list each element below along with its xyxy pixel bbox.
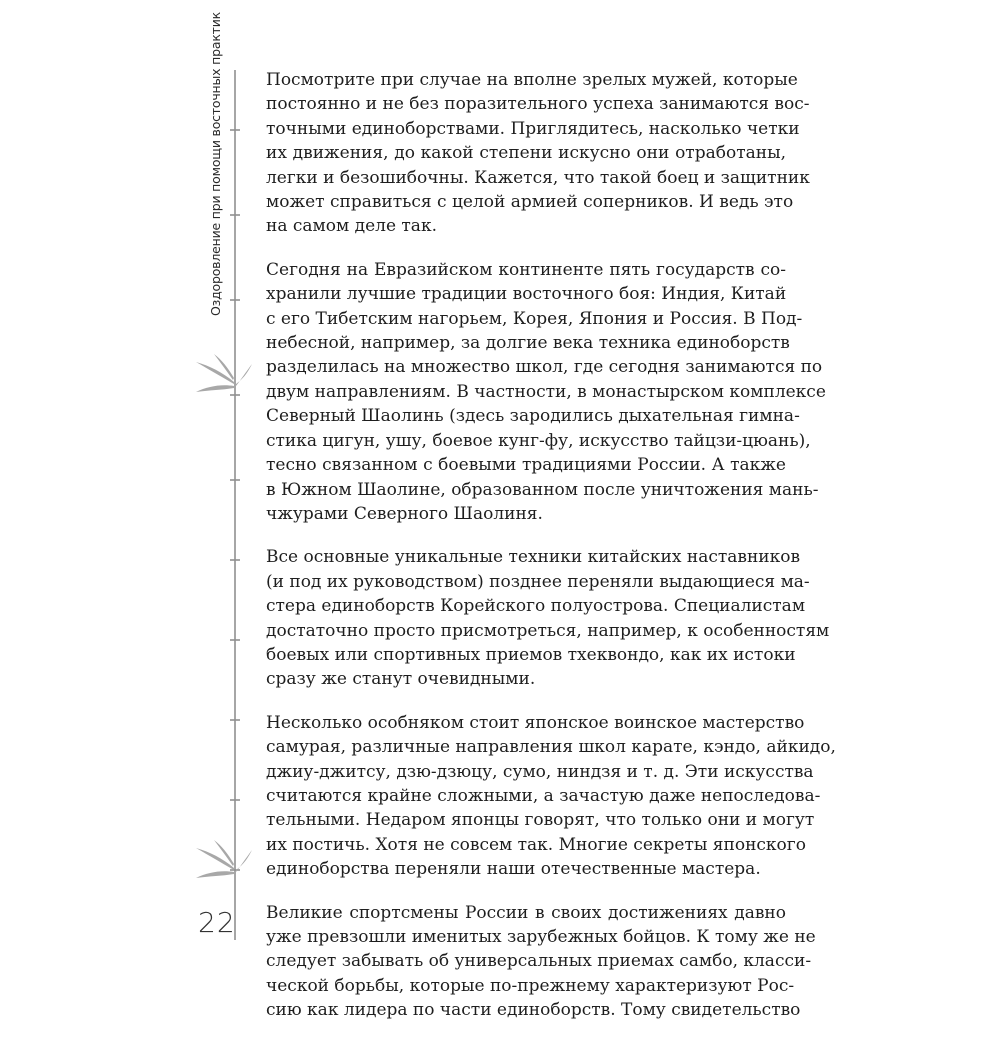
text-line: сразу же станут очевидными.: [266, 669, 536, 690]
text-line: в Южном Шаолине, образованном после уничтожения мань-: [266, 479, 819, 500]
paragraph: [266, 901, 816, 1023]
bamboo-leaves-icon: [196, 840, 252, 878]
text-line: постоянно и не без поразительного успеха занимаются вос-: [266, 94, 810, 115]
text-line: стика цигун, ушу, боевое кунг-фу, искусство тайцзи-цюань),: [266, 430, 811, 451]
paragraph: [266, 68, 810, 239]
text-line: Все основные уникальные техники китайских наставников: [266, 547, 801, 568]
text-line: чжурами Северного Шаолиня.: [266, 503, 543, 524]
paragraph: [266, 258, 826, 526]
text-line: считаются крайне сложными, а зачастую даже непоследова-: [266, 785, 821, 806]
text-line: ческой борьбы, которые по-прежнему характеризуют Рос-: [266, 975, 795, 996]
bamboo-leaves-icon: [196, 354, 252, 392]
text-line: Великие спортсмены России в своих достижениях давно: [266, 902, 786, 923]
text-line: Несколько особняком стоит японское воинское мастерство: [266, 712, 805, 733]
text-line: уже превзошли именитых зарубежных бойцов. К тому же не: [266, 927, 816, 947]
text-line: боевых или спортивных приемов тхеквондо, как их истоки: [266, 644, 796, 665]
text-line: двум направлениям. В частности, в монастырском комплексе: [266, 381, 826, 402]
text-line: легки и безошибочны. Кажется, что такой боец и защитник: [266, 167, 810, 188]
text-line: их постичь. Хотя не совсем так. Многие секреты японского: [266, 834, 806, 855]
running-head-text: Оздоровление при помощи восточных практик: [208, 11, 223, 316]
text-line: тельными. Недаром японцы говорят, что только они и могут: [266, 810, 815, 831]
text-line: на самом деле так.: [266, 216, 437, 237]
text-line: стера единоборств Корейского полуострова. Специалистам: [266, 596, 806, 617]
text-line: следует забывать об универсальных приемах самбо, класси-: [266, 951, 812, 972]
text-line: достаточно просто присмотреться, например, к особенностям: [266, 620, 830, 641]
text-line: сию как лидера по части единоборств. Тому свидетельство: [266, 1000, 801, 1021]
text-line: разделилась на множество школ, где сегодня занимаются по: [266, 357, 823, 378]
page-number: 22: [198, 906, 236, 939]
text-line: небесной, например, за долгие века техника единоборств: [266, 333, 790, 354]
paragraph: [266, 545, 830, 691]
text-line: с его Тибетским нагорьем, Корея, Япония и Россия. В Под-: [266, 308, 803, 329]
text-line: их движения, до какой степени искусно они отработаны,: [266, 143, 786, 164]
text-line: хранили лучшие традиции восточного боя: Индия, Китай: [266, 284, 787, 305]
text-line: точными единоборствами. Приглядитесь, насколько четки: [266, 118, 800, 139]
text-line: Сегодня на Евразийском континенте пять государств со-: [266, 259, 786, 280]
text-line: тесно связанном с боевыми традициями России. А также: [266, 455, 786, 476]
text-line: (и под их руководством) позднее переняли выдающиеся ма-: [266, 571, 810, 592]
text-line: Посмотрите при случае на вполне зрелых мужей, которые: [266, 70, 798, 90]
text-line: самурая, различные направления школ карате, кэндо, айкидо,: [266, 737, 836, 758]
text-line: может справиться с целой армией соперников. И ведь это: [266, 192, 794, 213]
bamboo-decoration: [0, 0, 300, 1000]
text-line: джиу-джитсу, дзю-дзюцу, сумо, ниндзя и т. д. Эти искусства: [266, 761, 814, 782]
body-text: [266, 68, 836, 1042]
text-line: единоборства переняли наши отечественные мастера.: [266, 859, 761, 880]
paragraph: [266, 711, 836, 882]
text-line: Северный Шаолинь (здесь зародились дыхательная гимна-: [266, 406, 800, 427]
